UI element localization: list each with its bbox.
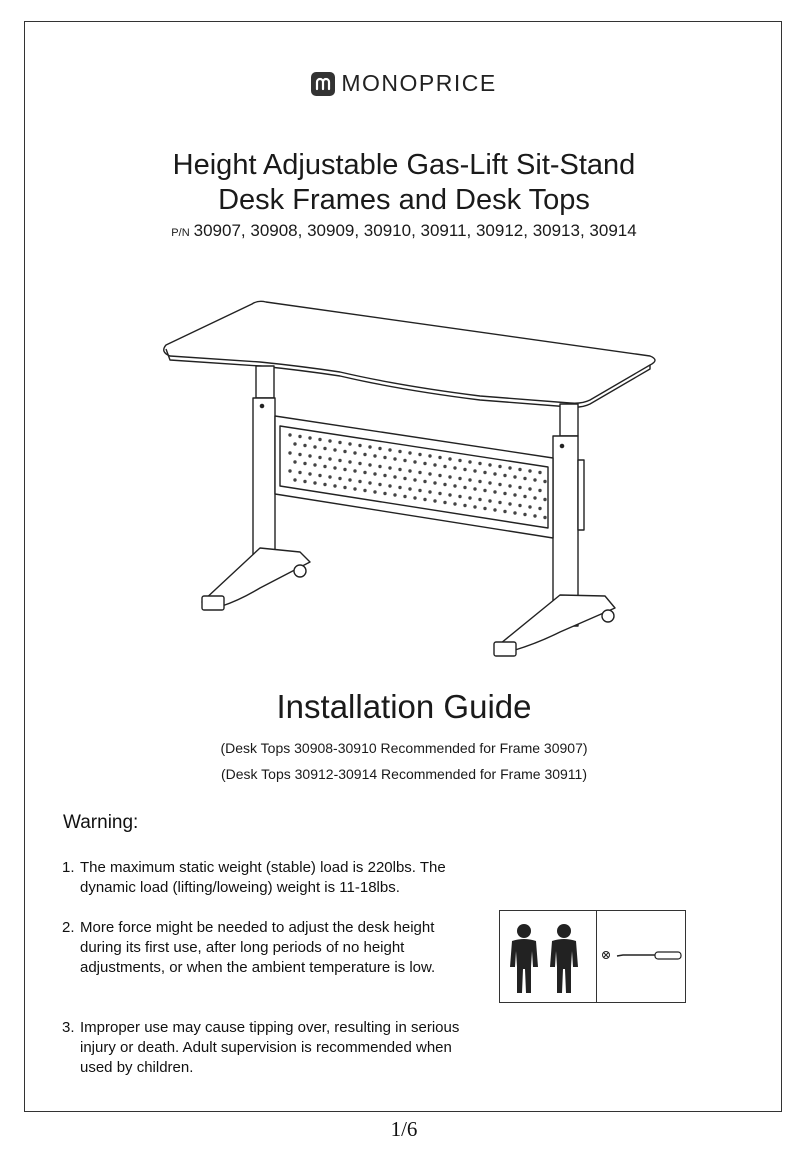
warning-item bbox=[62, 858, 482, 898]
title-line-1: Height Adjustable Gas-Lift Sit-Stand bbox=[172, 149, 636, 181]
warning-item-text: More force might be needed to adjust the desk height during its first use, after long periods of no height adjustments, or when the ambient temperature is low. bbox=[80, 919, 436, 976]
installation-guide-heading: Installation Guide bbox=[276, 688, 532, 725]
recommendation-note-1: (Desk Tops 30908-30910 Recommended for Frame 30907) bbox=[220, 740, 588, 756]
warning-item bbox=[62, 1018, 482, 1078]
warning-item-number: 1. bbox=[62, 859, 75, 876]
pn-label: P/N bbox=[171, 227, 190, 239]
document-title bbox=[0, 148, 808, 218]
warning-item-number: 2. bbox=[62, 919, 75, 936]
pn-numbers: 30907, 30908, 30909, 30910, 30911, 30912, 30913, 30914 bbox=[193, 221, 637, 240]
warning-item bbox=[62, 918, 482, 978]
two-person-icon bbox=[500, 911, 596, 1002]
page-number: 1/6 bbox=[390, 1117, 418, 1141]
part-numbers bbox=[0, 221, 808, 241]
warning-item-text: Improper use may cause tipping over, resulting in serious injury or death. Adult supervision is recommended when used by children. bbox=[80, 1019, 460, 1076]
standing-desk-illustration bbox=[150, 290, 670, 670]
recommendation-note-2: (Desk Tops 30912-30914 Recommended for Frame 30911) bbox=[220, 766, 588, 782]
phillips-screwdriver-icon bbox=[597, 911, 686, 1002]
warning-heading: Warning: bbox=[63, 812, 139, 833]
title-line-2: Desk Frames and Desk Tops bbox=[218, 184, 590, 216]
warning-item-number: 3. bbox=[62, 1019, 75, 1036]
brand-logo bbox=[0, 70, 808, 97]
warning-item-text: The maximum static weight (stable) load is 220lbs. The dynamic load (lifting/loweing) weight is 11-18lbs. bbox=[80, 859, 446, 896]
monoprice-m-logo-icon bbox=[311, 72, 335, 96]
assembly-requirements-box bbox=[499, 910, 686, 1003]
brand-name: MONOPRICE bbox=[341, 70, 497, 96]
